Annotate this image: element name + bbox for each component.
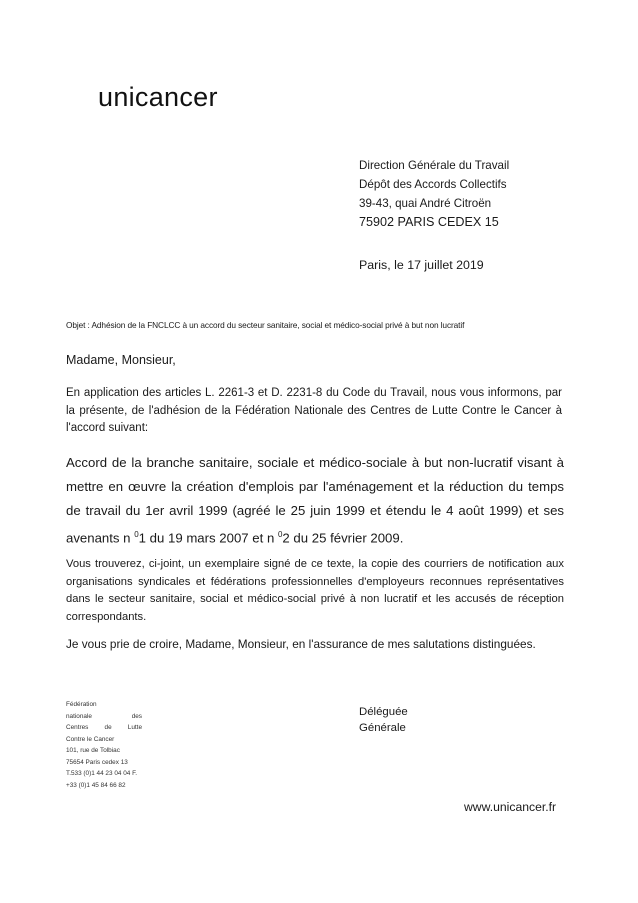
footer-line-4: Contre le Cancer bbox=[66, 735, 115, 743]
body-paragraph-1-end: : bbox=[144, 422, 149, 434]
body-paragraph-1 bbox=[66, 385, 562, 438]
agreement-text-a: Accord de la branche sanitaire, sociale et médico-sociale à but non-lucratif visant à mettre en œuvre la création d'emplois par l'aménagement et la réduction du temps de travail du 1er avril 1999 (agréé le 25 juin 1999 et étendu le 4 août 1999) et ses avenants n bbox=[66, 455, 564, 546]
recipient-line-3: 39-43, quai André Citroën bbox=[359, 197, 492, 210]
footer-word: de bbox=[104, 724, 112, 731]
website-url: www.unicancer.fr bbox=[464, 800, 557, 814]
agreement-text-b: 1 du 19 mars 2007 et n bbox=[138, 530, 275, 546]
greeting: Madame, Monsieur, bbox=[66, 353, 176, 367]
closing-paragraph: Je vous prie de croire, Madame, Monsieur, en l'assurance de mes salutations distinguées. bbox=[66, 637, 536, 651]
footer-line-2 bbox=[66, 711, 142, 723]
footer-line-8: +33 (0)1 45 84 66 82 bbox=[66, 781, 126, 789]
recipient-line-4: 75902 PARIS CEDEX 15 bbox=[359, 215, 499, 229]
agreement-sup-2: 0 bbox=[277, 530, 283, 539]
body-paragraph-3: Vous trouverez, ci-joint, un exemplaire signé de ce texte, la copie des courriers de notification aux organisations syndicales et fédérations professionnelles d'employeurs reconnues représentatives dans le secteur sanitaire, social et médico-social privé à non lucratif et les accusés de réception correspondants. bbox=[66, 558, 564, 623]
footer-line-1: Fédération bbox=[66, 701, 97, 708]
recipient-line-1: Direction Générale du Travail bbox=[359, 159, 510, 172]
recipient-address bbox=[359, 156, 509, 232]
footer-word: nationale bbox=[66, 712, 92, 720]
recipient-line-2: Dépôt des Accords Collectifs bbox=[359, 178, 507, 191]
footer-word: des bbox=[131, 712, 142, 720]
footer-line-5: 101, rue de Tolbiac bbox=[66, 747, 120, 754]
body-paragraph-1-text: En application des articles L. 2261-3 et D. 2231-8 du Code du Travail, nous vous informons, par la présente, de l'adhésion de la Fédération Nationale des Centres de Lutte Contre le Cancer à l'accord suivant bbox=[66, 387, 562, 434]
agreement-sup-1: 0 bbox=[134, 530, 139, 539]
federation-footer-address bbox=[66, 699, 142, 791]
agreement-text-c: 2 du 25 février 2009. bbox=[282, 530, 404, 546]
unicancer-logo: unicancer bbox=[98, 82, 218, 112]
signature-line-2: Générale bbox=[359, 722, 406, 734]
footer-line-6: 75654 Paris cedex 13 bbox=[66, 758, 128, 766]
signature-line-1: Déléguée bbox=[359, 706, 408, 718]
signature-block bbox=[359, 704, 408, 736]
footer-word: Lutte bbox=[127, 724, 142, 731]
footer-line-7: T.533 (0)1 44 23 04 04 F. bbox=[66, 770, 138, 777]
date-line: Paris, le 17 juillet 2019 bbox=[359, 258, 484, 272]
footer-line-3 bbox=[66, 722, 142, 734]
footer-word: Centres bbox=[66, 724, 89, 731]
subject-line: Objet : Adhésion de la FNCLCC à un accord du secteur sanitaire, social et médico-social privé à but non lucratif bbox=[66, 320, 465, 330]
agreement-paragraph bbox=[66, 451, 564, 550]
